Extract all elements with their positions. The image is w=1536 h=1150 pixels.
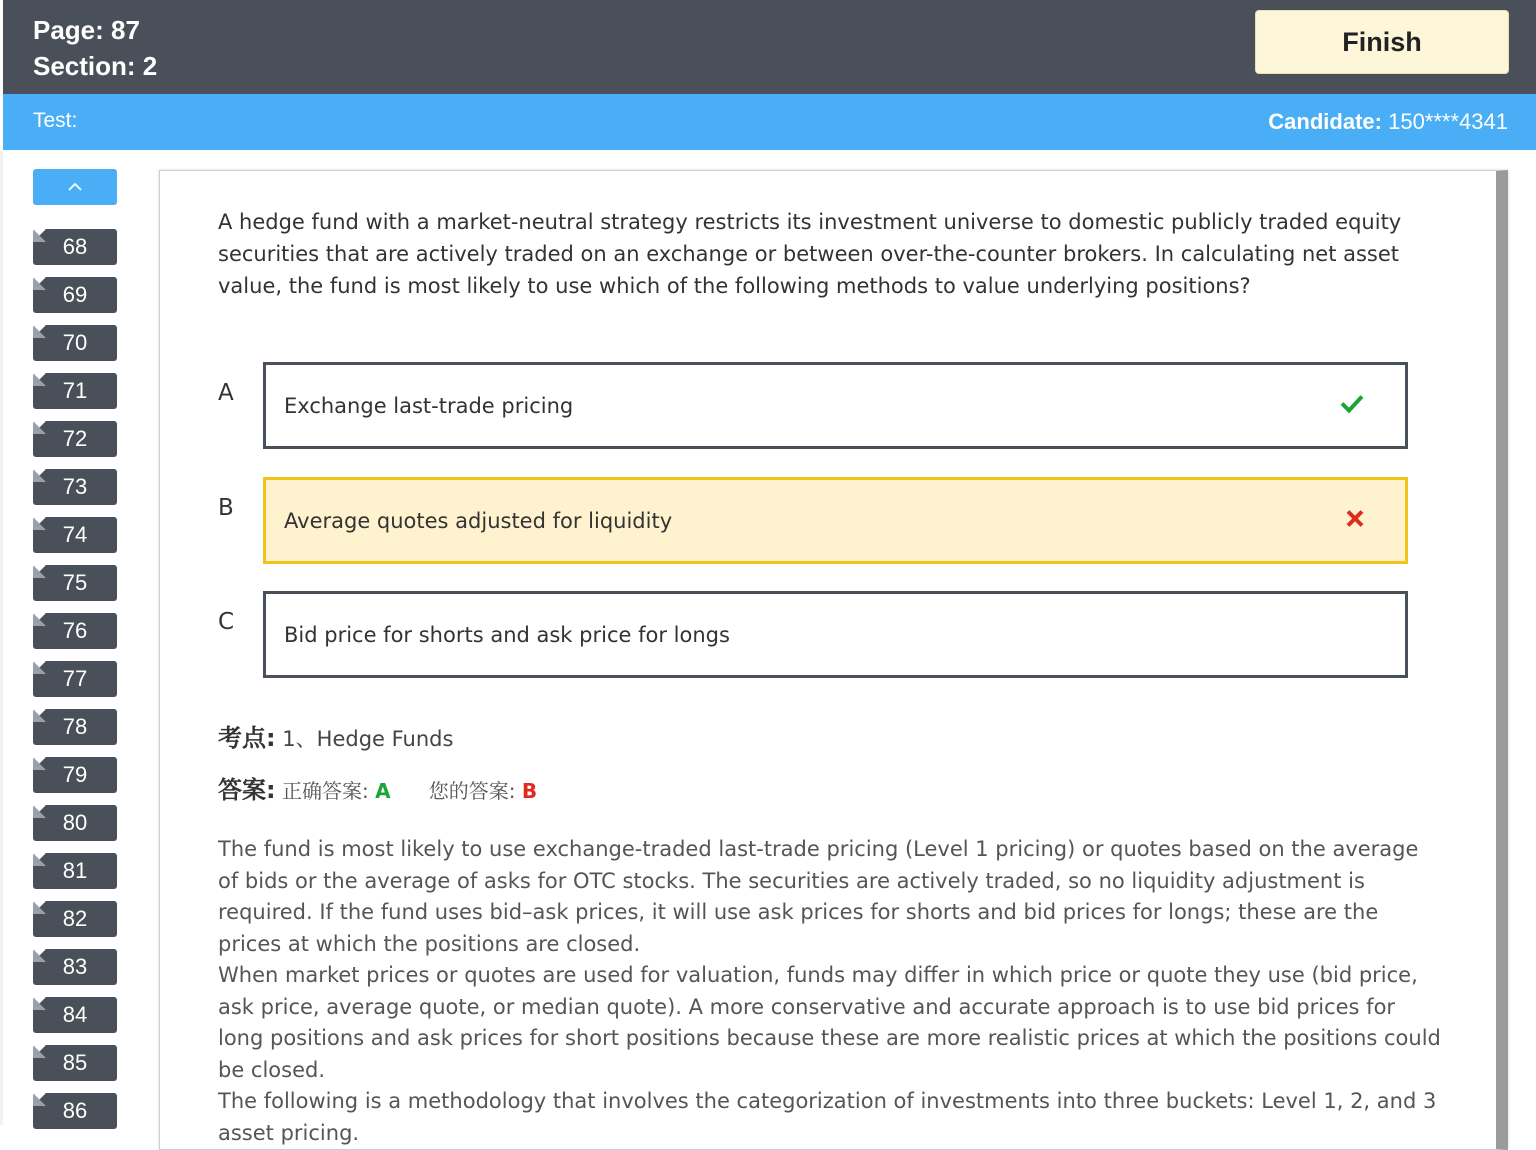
question-nav-number: 81 bbox=[62, 858, 88, 883]
sub-header bbox=[3, 94, 1536, 150]
explanation-paragraph-3: The following is a methodology that involves the categorization of investments into three buckets: Level 1, 2, and 3 asset pricing. bbox=[218, 1089, 1437, 1145]
question-nav-item-70[interactable] bbox=[33, 325, 117, 361]
page-info bbox=[33, 12, 157, 84]
your-answer-label: 您的答案: bbox=[428, 779, 516, 803]
question-nav-number: 79 bbox=[62, 762, 88, 787]
correct-answer-label: 正确答案: bbox=[281, 779, 369, 803]
question-nav-item-79[interactable] bbox=[33, 757, 117, 793]
answer-label: 答案: bbox=[218, 776, 276, 804]
page-number: Page: 87 bbox=[33, 15, 140, 45]
question-nav-item-76[interactable] bbox=[33, 613, 117, 649]
option-b[interactable] bbox=[263, 477, 1408, 564]
question-nav-number: 85 bbox=[62, 1050, 88, 1075]
page-fold-shadow bbox=[33, 709, 46, 722]
page-fold-shadow bbox=[33, 325, 46, 338]
test-label: Test: bbox=[33, 109, 78, 132]
question-nav-item-71[interactable] bbox=[33, 373, 117, 409]
question-nav-number: 74 bbox=[62, 522, 88, 547]
question-nav-number: 80 bbox=[62, 810, 88, 835]
question-nav-number: 72 bbox=[62, 426, 88, 451]
check-icon bbox=[1339, 392, 1365, 419]
question-nav-item-68[interactable] bbox=[33, 229, 117, 265]
question-nav-item-86[interactable] bbox=[33, 1093, 117, 1129]
question-nav-item-73[interactable] bbox=[33, 469, 117, 505]
option-c-letter: C bbox=[218, 609, 235, 635]
question-nav-item-74[interactable] bbox=[33, 517, 117, 553]
question-nav-number: 70 bbox=[62, 330, 88, 355]
question-nav-item-82[interactable] bbox=[33, 901, 117, 937]
candidate-info bbox=[1268, 109, 1508, 135]
chevron-up-icon bbox=[66, 181, 84, 193]
question-nav-item-83[interactable] bbox=[33, 949, 117, 985]
question-nav-number: 68 bbox=[62, 234, 88, 259]
option-a[interactable] bbox=[263, 362, 1408, 449]
page-fold-shadow bbox=[33, 853, 46, 866]
key-point-value: 1、Hedge Funds bbox=[282, 727, 454, 751]
option-a-letter: A bbox=[218, 380, 234, 406]
page-fold-shadow bbox=[33, 373, 46, 386]
explanation-paragraph-2: When market prices or quotes are used for valuation, funds may differ in which price or quote they use (bid price, ask price, average quote, or median quote). A more conservative and accurate approach is to use bid prices for long positions and ask prices for short positions because these are more realistic prices at which the positions could be closed. bbox=[218, 963, 1441, 1082]
question-nav-number: 71 bbox=[62, 378, 88, 403]
scroll-up-button[interactable] bbox=[33, 169, 117, 205]
option-b-text: Average quotes adjusted for liquidity bbox=[284, 508, 673, 533]
key-point bbox=[218, 718, 453, 753]
question-nav-item-69[interactable] bbox=[33, 277, 117, 313]
left-edge bbox=[0, 150, 3, 1125]
question-nav-number: 84 bbox=[62, 1002, 88, 1027]
finish-button[interactable]: Finish bbox=[1255, 10, 1509, 74]
page-fold-shadow bbox=[33, 757, 46, 770]
candidate-id: 150****4341 bbox=[1388, 109, 1508, 134]
page-fold-shadow bbox=[33, 517, 46, 530]
page-fold-shadow bbox=[33, 901, 46, 914]
question-nav-number: 83 bbox=[62, 954, 88, 979]
question-nav-number: 75 bbox=[62, 570, 88, 595]
correct-answer-value: A bbox=[375, 779, 391, 803]
question-nav-number: 76 bbox=[62, 618, 88, 643]
page-fold-shadow bbox=[33, 805, 46, 818]
question-nav-item-77[interactable] bbox=[33, 661, 117, 697]
question-nav-item-81[interactable] bbox=[33, 853, 117, 889]
answer-line bbox=[218, 770, 537, 805]
question-nav-item-84[interactable] bbox=[33, 997, 117, 1033]
question-nav-item-75[interactable] bbox=[33, 565, 117, 601]
page-fold-shadow bbox=[33, 277, 46, 290]
page-fold-shadow bbox=[33, 613, 46, 626]
option-a-text: Exchange last-trade pricing bbox=[284, 393, 574, 418]
page-fold-shadow bbox=[33, 469, 46, 482]
explanation-paragraph-1: The fund is most likely to use exchange-traded last-trade pricing (Level 1 pricing) or quotes based on the average of bids or the average of asks for OTC stocks. The securities are actively traded, so no liquidity adjustment is required. If the fund uses bid–ask prices, it will use ask prices for shorts and bid prices for longs; these are the prices at which the positions are closed. bbox=[218, 837, 1419, 956]
question-nav-number: 78 bbox=[62, 714, 88, 739]
your-answer-value: B bbox=[521, 779, 538, 803]
page-fold-shadow bbox=[33, 1045, 46, 1058]
question-nav-item-80[interactable] bbox=[33, 805, 117, 841]
page-fold-shadow bbox=[33, 1093, 46, 1106]
candidate-label: Candidate bbox=[1268, 109, 1375, 134]
question-nav-item-72[interactable] bbox=[33, 421, 117, 457]
section-number: Section: 2 bbox=[33, 51, 158, 81]
candidate-separator: : bbox=[1374, 109, 1382, 134]
question-nav-number: 82 bbox=[62, 906, 88, 931]
question-nav-number: 69 bbox=[62, 282, 88, 307]
option-c[interactable] bbox=[263, 591, 1408, 678]
page-fold-shadow bbox=[33, 421, 46, 434]
question-nav-number: 73 bbox=[62, 474, 88, 499]
page-fold-shadow bbox=[33, 661, 46, 674]
question-nav-number: 77 bbox=[62, 666, 88, 691]
option-c-text: Bid price for shorts and ask price for longs bbox=[284, 622, 730, 647]
page-fold-shadow bbox=[33, 949, 46, 962]
key-point-label: 考点: bbox=[218, 724, 276, 752]
explanation bbox=[218, 834, 1443, 1149]
question-text: A hedge fund with a market-neutral strategy restricts its investment universe to domestic publicly traded equity securities that are actively traded on an exchange or between over-the-counter brokers. In calculating net asset value, the fund is most likely to use which of the following methods to value underlying positions? bbox=[218, 210, 1402, 298]
question-nav-item-78[interactable] bbox=[33, 709, 117, 745]
question-nav-item-85[interactable] bbox=[33, 1045, 117, 1081]
page-fold-shadow bbox=[33, 565, 46, 578]
page-fold-shadow bbox=[33, 997, 46, 1010]
option-b-letter: B bbox=[218, 495, 234, 521]
page-fold-shadow bbox=[33, 229, 46, 242]
question-nav-number: 86 bbox=[62, 1098, 88, 1123]
cross-icon bbox=[1345, 508, 1365, 533]
